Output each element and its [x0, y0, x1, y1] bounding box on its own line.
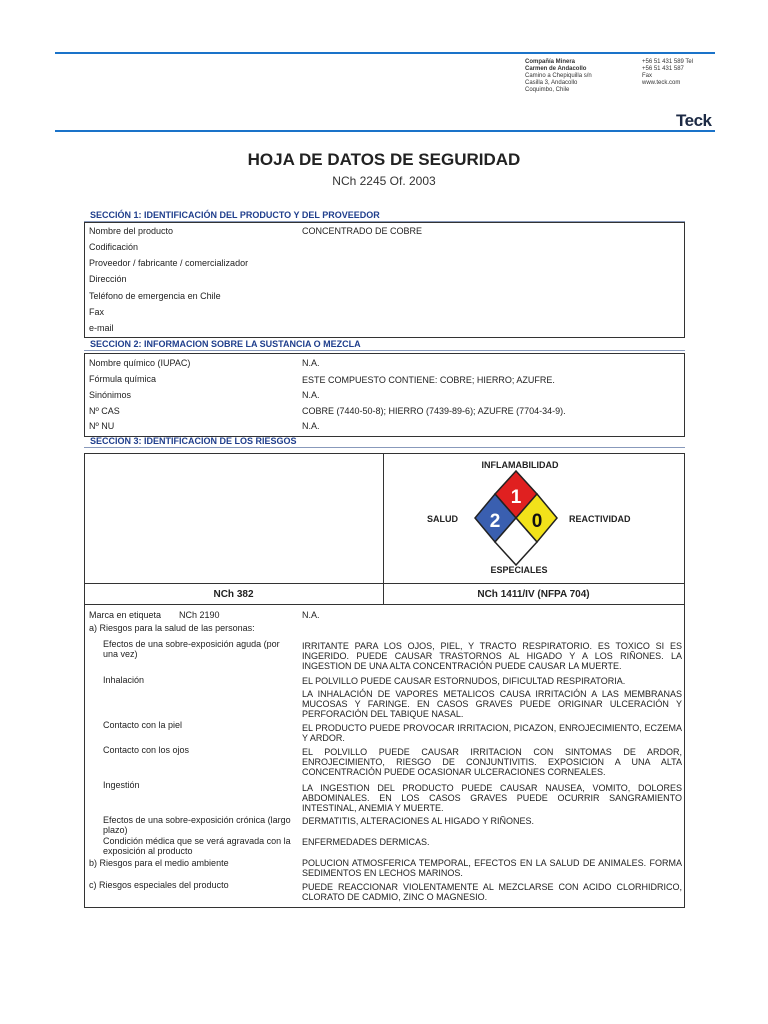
section2-table — [84, 353, 685, 437]
header-rule-bottom — [55, 130, 715, 132]
row-value: COBRE (7440-50-8); HIERRO (7439-89-6); AZUFRE (7704-34-9). — [302, 406, 566, 416]
nfpa-caption-box — [383, 583, 685, 605]
teck-logo: Teck — [676, 111, 712, 130]
row-label: Nombre del producto — [89, 226, 174, 236]
nch382-pictogram-box — [84, 453, 384, 584]
chronic-exposure-text: DERMATITIS, ALTERACIONES AL HIGADO Y RIÑONES. — [302, 816, 535, 826]
address-line: Camino a Chepiquilla s/n — [525, 73, 592, 79]
row-label: Nº CAS — [89, 406, 120, 416]
company-contact — [642, 59, 693, 87]
row-value: N.A. — [302, 390, 320, 400]
chronic-exposure-label: Efectos de una sobre-exposición crónica (largo plazo) — [103, 815, 291, 835]
nfpa-caption: NCh 1411/IV (NFPA 704) — [477, 589, 590, 600]
row-label: e-mail — [89, 323, 114, 333]
phone-line: +56 51 431 589 Tel — [642, 59, 694, 65]
row-value: ESTE COMPUESTO CONTIENE: COBRE; HIERRO; AZUFRE. — [302, 375, 555, 385]
acute-exposure-label: Efectos de una sobre-exposición aguda (por una vez) — [103, 639, 280, 659]
section2-heading: SECCION 2: INFORMACION SOBRE LA SUSTANCIA O MEZCLA — [90, 339, 361, 349]
row-label: Sinónimos — [89, 390, 132, 400]
health-rating: 2 — [489, 511, 501, 532]
eye-contact-text: EL POLVILLO PUEDE CAUSAR IRRITACION CON SINTOMAS DE ARDOR, ENROJECIMIENTO, RIESGO DE CONJUNTIVITIS. EXPOSICION A UNA ALTA CONCENTRACIÓN PUEDE OCASIONAR ULCERACIONES CORNEALES. — [302, 747, 682, 777]
skin-contact-label: Contacto con la piel — [103, 720, 183, 730]
section3-rule — [84, 447, 685, 448]
risks-table — [84, 604, 685, 908]
nch382-caption-box — [84, 583, 384, 605]
address-line: Casilla 3, Andacollo — [525, 80, 578, 86]
eye-contact-label: Contacto con los ojos — [103, 745, 190, 755]
address-line: Coquimbo, Chile — [525, 87, 570, 93]
document-subtitle: NCh 2245 Of. 2003 — [332, 174, 436, 188]
label-marking-value: N.A. — [302, 610, 320, 620]
row-label: Fax — [89, 307, 105, 317]
special-risks-text: PUEDE REACCIONAR VIOLENTAMENTE AL MEZCLARSE CON ACIDO CLORHIDRICO, CLORATO DE CADMIO, ZINC O MAGNESIO. — [302, 882, 682, 902]
row-label: Nº NU — [89, 421, 115, 431]
header-rule-top — [55, 52, 715, 54]
row-label: Teléfono de emergencia en Chile — [89, 291, 221, 301]
medical-condition-label: Condición médica que se verá agravada con la exposición al producto — [103, 836, 291, 856]
ingestion-label: Ingestión — [103, 780, 140, 790]
row-value: N.A. — [302, 358, 320, 368]
skin-contact-text: EL PRODUCTO PUEDE PROVOCAR IRRITACION, PICAZON, ENROJECIMIENTO, ECZEMA Y ARDOR. — [302, 723, 682, 743]
section1-table — [84, 222, 685, 338]
section1-heading: SECCIÓN 1: IDENTIFICACIÓN DEL PRODUCTO Y DEL PROVEEDOR — [90, 210, 380, 220]
environment-risks-text: POLUCION ATMOSFERICA TEMPORAL, EFECTOS EN LA SALUD DE ANIMALES. FORMA SEDIMENTOS EN LECHOS MARINOS. — [302, 858, 682, 878]
inhalation-label: Inhalación — [103, 675, 145, 685]
section2-rule — [84, 350, 685, 351]
health-label: SALUD — [427, 514, 458, 524]
fax-label: Fax — [642, 73, 653, 79]
special-risks-label: c) Riesgos especiales del producto — [89, 880, 229, 890]
inhalation-text-2: LA INHALACIÓN DE VAPORES METALICOS CAUSA IRRITACIÓN A LAS MEMBRANAS MUCOSAS Y FARINGE. EN CASOS GRAVES PUEDE ORIGINAR ULCERACIÓN Y PERFORACIÓN DEL TABIQUE NASAL. — [302, 689, 682, 719]
company-division: Carmen de Andacollo — [525, 66, 587, 72]
section3-heading: SECCION 3: IDENTIFICACION DE LOS RIESGOS — [90, 436, 297, 446]
reactivity-rating: 0 — [531, 511, 543, 532]
special-label: ESPECIALES — [490, 565, 548, 575]
row-label: Nombre químico (IUPAC) — [89, 358, 191, 368]
flammability-rating: 1 — [510, 487, 522, 508]
company-name: Compañía Minera — [525, 59, 576, 65]
nch382-caption: NCh 382 — [213, 589, 254, 600]
company-address — [525, 59, 592, 94]
website: www.teck.com — [642, 80, 681, 86]
label-marking: Marca en etiqueta — [89, 610, 162, 620]
fax-number: +56 51 431 587 — [642, 66, 684, 72]
row-value: CONCENTRADO DE COBRE — [302, 226, 423, 236]
acute-exposure-text: IRRITANTE PARA LOS OJOS, PIEL, Y TRACTO RESPIRATORIO. ES TOXICO SI ES INGERIDO. PUEDE CAUSAR TRASTORNOS AL HIGADO Y A LOS RIÑONES. LA INGESTION DE UNA ALTA CONCENTRACIÓN PUEDE CAUSAR LA MUERTE. — [302, 641, 682, 671]
medical-condition-text: ENFERMEDADES DERMICAS. — [302, 837, 430, 847]
reactivity-label: REACTIVIDAD — [569, 514, 631, 524]
flammability-label: INFLAMABILIDAD — [481, 460, 559, 470]
row-label: Codificación — [89, 242, 139, 252]
row-value: N.A. — [302, 421, 320, 431]
row-label: Fórmula química — [89, 374, 157, 384]
document-title: HOJA DE DATOS DE SEGURIDAD — [247, 150, 521, 169]
row-label: Proveedor / fabricante / comercializador — [89, 258, 249, 268]
inhalation-text: EL POLVILLO PUEDE CAUSAR ESTORNUDOS, DIFICULTAD RESPIRATORIA. — [302, 676, 626, 686]
health-risks-heading: a) Riesgos para la salud de las personas: — [89, 623, 255, 633]
label-marking-standard: NCh 2190 — [179, 610, 220, 620]
environment-risks-label: b) Riesgos para el medio ambiente — [89, 858, 229, 868]
row-label: Dirección — [89, 274, 127, 284]
ingestion-text: LA INGESTION DEL PRODUCTO PUEDE CAUSAR NAUSEA, VOMITO, DOLORES ABDOMINALES. EN LOS CASOS GRAVES PUEDE OCURRIR SANGRAMIENTO INTESTINAL, ANEMIA Y MUERTE. — [302, 783, 682, 813]
nfpa-diamond-box — [383, 453, 685, 584]
nfpa-diamond — [474, 470, 558, 566]
